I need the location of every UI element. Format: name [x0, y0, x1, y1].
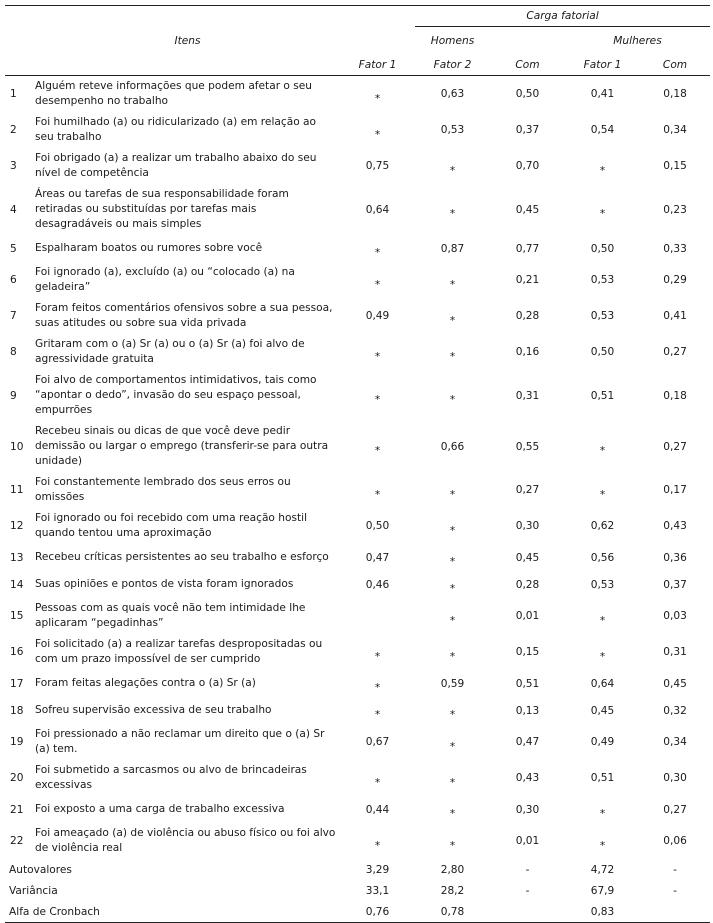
item-number: 3	[10, 160, 17, 172]
value-mulheres-fator1: 0,51	[590, 772, 615, 784]
homens-header: Homens	[430, 35, 475, 47]
item-number: 10	[10, 440, 24, 453]
item-text: Foi obrigado (a) a realizar um trabalho abaixo do seu nível de competência	[35, 152, 317, 179]
value-homens-com: 0,28	[515, 578, 540, 591]
value-mulheres-fator1: 0,41	[590, 88, 615, 100]
value-homens-fator2: *	[449, 314, 456, 327]
value-homens-com: 0,30	[515, 520, 540, 532]
table-row	[5, 760, 710, 796]
item-number: 19	[10, 736, 24, 748]
value-homens-fator1: *	[374, 128, 381, 141]
table-row	[5, 508, 710, 544]
item-number: 14	[10, 578, 24, 591]
summary-mulheres-com	[640, 901, 710, 923]
itens-header: Itens	[174, 34, 201, 47]
value-homens-fator1: *	[374, 839, 381, 852]
header-row-top	[5, 6, 710, 27]
item-text: Suas opiniões e pontos de vista foram ignorados	[35, 578, 294, 590]
value-homens-fator1: *	[374, 682, 381, 694]
table-row	[5, 823, 710, 859]
item-number: 7	[10, 310, 17, 322]
value-mulheres-fator1: 0,50	[590, 346, 615, 358]
summary-homens-fator2: 28,2	[440, 884, 465, 897]
value-mulheres-com: 0,18	[663, 389, 687, 402]
summary-homens-com: -	[525, 863, 530, 876]
item-number: 1	[10, 88, 17, 100]
summary-row	[5, 880, 710, 901]
value-mulheres-fator1: *	[599, 808, 606, 820]
value-homens-com: 0,70	[515, 160, 540, 172]
summary-homens-fator1: 3,29	[365, 863, 390, 876]
table-row	[5, 598, 710, 634]
value-mulheres-com: 0,27	[663, 803, 687, 816]
item-text: Foi ignorado (a), excluído (a) ou “colocado (a) na geladeira”	[35, 266, 295, 293]
value-homens-fator2: *	[449, 488, 456, 501]
value-mulheres-fator1: *	[599, 839, 606, 852]
value-homens-fator2: *	[449, 350, 456, 363]
value-homens-fator2: 0,59	[440, 677, 465, 690]
item-number: 18	[10, 704, 24, 717]
value-mulheres-com: 0,43	[663, 520, 687, 532]
item-text: Foi ignorado ou foi recebido com uma reação hostil quando tentou uma aproximação	[35, 512, 308, 539]
value-homens-fator2: *	[449, 740, 456, 753]
value-homens-com: 0,45	[515, 551, 540, 564]
value-homens-fator1: *	[374, 488, 381, 501]
value-mulheres-fator1: 0,53	[590, 310, 615, 322]
item-text: Recebeu críticas persistentes ao seu trabalho e esforço	[35, 551, 329, 563]
value-homens-com: 0,47	[515, 736, 540, 748]
value-mulheres-com: 0,36	[663, 551, 687, 564]
summary-homens-fator1: 0,76	[340, 901, 415, 923]
value-mulheres-fator1: 0,64	[590, 677, 615, 690]
value-mulheres-fator1: 0,56	[590, 551, 615, 564]
value-homens-fator1: 0,44	[365, 803, 390, 816]
summary-mulheres-fator1: 67,9	[590, 884, 615, 897]
value-mulheres-fator1: 0,53	[590, 578, 615, 591]
value-homens-fator1: *	[374, 445, 381, 457]
value-mulheres-fator1: *	[599, 614, 606, 627]
value-homens-fator2: *	[449, 614, 456, 627]
value-homens-fator1: 0,50	[365, 520, 390, 532]
value-mulheres-fator1: 0,45	[590, 704, 615, 717]
item-number: 8	[10, 346, 17, 358]
value-homens-fator1: *	[374, 709, 381, 721]
value-mulheres-com: 0,06	[663, 835, 687, 847]
value-mulheres-com: 0,17	[663, 484, 687, 496]
value-homens-fator1: *	[374, 278, 381, 291]
value-homens-fator2: *	[449, 776, 456, 789]
item-text: Foi pressionado a não reclamar um direito que o (a) Sr (a) tem.	[35, 728, 325, 755]
summary-row	[5, 901, 710, 923]
value-homens-fator1: *	[374, 394, 381, 406]
factor-loading-table	[5, 5, 710, 923]
value-homens-fator2: *	[449, 164, 456, 177]
value-mulheres-com: 0,41	[663, 310, 687, 322]
col-header-homens-fator1: Fator 1	[340, 55, 415, 76]
value-mulheres-com: 0,31	[663, 646, 687, 658]
value-homens-fator2: *	[449, 394, 456, 406]
mulheres-header: Mulheres	[613, 35, 662, 47]
summary-label: Autovalores	[9, 863, 72, 876]
value-mulheres-com: 0,18	[663, 88, 687, 100]
item-number: 11	[10, 484, 24, 496]
value-homens-com: 0,27	[515, 484, 540, 496]
value-homens-fator1: *	[374, 650, 381, 663]
summary-homens-fator2: 2,80	[440, 863, 465, 876]
value-homens-com: 0,77	[515, 242, 540, 255]
value-homens-fator1: *	[374, 350, 381, 363]
value-mulheres-com: 0,33	[663, 242, 687, 255]
value-homens-fator2: *	[449, 524, 456, 537]
value-homens-fator2: *	[449, 808, 456, 820]
value-mulheres-com: 0,27	[663, 346, 687, 358]
summary-homens-fator2: 0,78	[415, 901, 490, 923]
item-text: Alguém reteve informações que podem afetar o seu desempenho no trabalho	[35, 80, 313, 107]
value-mulheres-com: 0,34	[663, 736, 687, 748]
item-text: Foi exposto a uma carga de trabalho excessiva	[35, 803, 285, 815]
value-homens-fator1: 0,64	[365, 203, 390, 216]
value-mulheres-fator1: 0,49	[590, 736, 615, 748]
value-homens-com: 0,43	[515, 772, 540, 784]
item-text: Sofreu supervisão excessiva de seu trabalho	[35, 704, 272, 716]
value-homens-fator1: 0,46	[365, 578, 390, 591]
summary-label: Alfa de Cronbach	[5, 901, 340, 923]
carga-fatorial-header: Carga fatorial	[415, 6, 710, 27]
table-row	[5, 370, 710, 421]
value-homens-com: 0,15	[515, 646, 540, 658]
table-row	[5, 697, 710, 724]
summary-mulheres-com: -	[673, 863, 677, 876]
header-row-columns	[5, 55, 710, 76]
table-row	[5, 112, 710, 148]
value-mulheres-fator1: 0,54	[590, 124, 615, 136]
value-mulheres-com: 0,37	[663, 578, 687, 591]
item-number: 15	[10, 610, 24, 622]
value-mulheres-fator1: 0,62	[590, 520, 615, 532]
summary-mulheres-fator1: 0,83	[565, 901, 640, 923]
summary-homens-com: -	[525, 884, 530, 897]
value-homens-fator1: 0,47	[365, 551, 390, 564]
table-row	[5, 235, 710, 262]
value-homens-com: 0,50	[515, 88, 540, 100]
summary-mulheres-com: -	[673, 884, 677, 897]
value-homens-fator1: *	[374, 776, 381, 789]
value-homens-com: 0,16	[515, 346, 540, 358]
value-homens-fator2: *	[449, 278, 456, 291]
item-text: Recebeu sinais ou dicas de que você deve pedir demissão ou largar o emprego (transferir-se para outra unidade)	[35, 425, 329, 467]
value-mulheres-com: 0,34	[663, 124, 687, 136]
item-text: Foi constantemente lembrado dos seus erros ou omissões	[35, 476, 291, 503]
item-text: Foi solicitado (a) a realizar tarefas despropositadas ou com um prazo impossível de ser cumprido	[35, 638, 323, 665]
value-homens-fator1: 0,67	[365, 736, 390, 748]
table-row	[5, 571, 710, 598]
item-number: 17	[10, 677, 24, 690]
value-mulheres-fator1: *	[599, 445, 606, 457]
value-homens-com: 0,37	[515, 124, 540, 136]
item-text: Foi humilhado (a) ou ridicularizado (a) em relação ao seu trabalho	[35, 116, 317, 143]
header-row-groups	[5, 27, 710, 56]
value-mulheres-com: 0,27	[663, 440, 687, 453]
table-row	[5, 76, 710, 113]
item-number: 13	[10, 551, 24, 564]
value-homens-fator2: 0,63	[440, 88, 465, 100]
item-number: 16	[10, 646, 24, 658]
col-header-homens-com: Com	[490, 55, 565, 76]
item-number: 9	[10, 389, 17, 402]
value-homens-fator2: *	[449, 556, 456, 568]
value-homens-fator2: 0,66	[440, 440, 465, 453]
value-homens-fator1: 0,49	[365, 310, 390, 322]
item-text: Foi submetido a sarcasmos ou alvo de brincadeiras excessivas	[35, 764, 307, 791]
value-homens-com: 0,21	[515, 274, 540, 286]
table-row	[5, 334, 710, 370]
item-text: Foram feitos comentários ofensivos sobre a sua pessoa, suas atitudes ou sobre sua vida privada	[35, 302, 333, 329]
item-text: Foi ameaçado (a) de violência ou abuso físico ou foi alvo de violência real	[35, 827, 336, 854]
value-homens-fator2: *	[449, 208, 456, 220]
item-text: Foram feitas alegações contra o (a) Sr (a)	[35, 677, 256, 689]
summary-homens-com	[490, 901, 565, 923]
value-homens-fator2: *	[449, 839, 456, 852]
item-number: 5	[10, 242, 17, 255]
value-homens-com: 0,31	[515, 389, 540, 402]
value-homens-fator2: *	[449, 583, 456, 595]
value-homens-com: 0,01	[515, 835, 540, 847]
item-number: 20	[10, 772, 24, 784]
value-homens-fator1	[340, 598, 415, 634]
value-homens-com: 0,45	[515, 203, 540, 216]
table-row	[5, 148, 710, 184]
value-mulheres-com: 0,30	[663, 772, 687, 784]
item-number: 2	[10, 124, 17, 136]
value-mulheres-com: 0,15	[663, 160, 687, 172]
value-homens-fator2: 0,53	[440, 124, 465, 136]
table-row	[5, 184, 710, 235]
value-mulheres-fator1: *	[599, 164, 606, 177]
summary-row	[5, 859, 710, 880]
value-mulheres-com: 0,23	[663, 203, 687, 216]
value-mulheres-fator1: *	[599, 488, 606, 501]
col-header-mulheres-fator1: Fator 1	[565, 55, 640, 76]
table-row	[5, 421, 710, 472]
value-homens-fator2: *	[449, 709, 456, 721]
value-homens-fator1: *	[374, 247, 381, 259]
value-mulheres-com: 0,45	[663, 677, 687, 690]
col-header-homens-fator2: Fator 2	[415, 55, 490, 76]
item-text: Foi alvo de comportamentos intimidativos, tais como “apontar o dedo”, invasão do seu espaço pessoal, empurrões	[35, 374, 317, 416]
item-number: 22	[10, 835, 24, 847]
value-mulheres-fator1: 0,51	[590, 389, 615, 402]
table-body	[5, 6, 710, 923]
value-homens-com: 0,55	[515, 440, 540, 453]
value-homens-com: 0,28	[515, 310, 540, 322]
table-row	[5, 724, 710, 760]
value-homens-fator2: *	[449, 650, 456, 663]
table-row	[5, 298, 710, 334]
item-number: 12	[10, 520, 24, 532]
item-text: Pessoas com as quais você não tem intimidade lhe aplicaram “pegadinhas”	[35, 602, 306, 629]
table-row	[5, 262, 710, 298]
value-homens-com: 0,51	[515, 677, 540, 690]
value-homens-com: 0,30	[515, 803, 540, 816]
value-homens-fator1: 0,75	[365, 160, 390, 172]
table-row	[5, 670, 710, 697]
table-row	[5, 796, 710, 823]
value-mulheres-fator1: *	[599, 650, 606, 663]
item-text: Áreas ou tarefas de sua responsabilidade foram retiradas ou substituídas por tarefas mais desagradáveis ou mais simples	[35, 188, 289, 230]
table-row	[5, 634, 710, 670]
value-homens-fator1: *	[374, 92, 381, 105]
table-row	[5, 544, 710, 571]
value-homens-com: 0,13	[515, 704, 540, 717]
value-mulheres-com: 0,32	[663, 704, 687, 717]
item-number: 6	[10, 274, 17, 286]
value-mulheres-fator1: *	[599, 208, 606, 220]
summary-mulheres-fator1: 4,72	[590, 863, 615, 876]
summary-label: Variância	[9, 884, 58, 897]
col-header-mulheres-com: Com	[640, 55, 710, 76]
item-text: Gritaram com o (a) Sr (a) ou o (a) Sr (a) foi alvo de agressividade gratuita	[35, 338, 305, 365]
item-number: 4	[10, 203, 17, 216]
value-mulheres-com: 0,03	[663, 610, 687, 622]
value-mulheres-fator1: 0,50	[590, 242, 615, 255]
summary-homens-fator1: 33,1	[365, 884, 390, 897]
value-mulheres-fator1: 0,53	[590, 274, 615, 286]
item-number: 21	[10, 803, 24, 816]
table-row	[5, 472, 710, 508]
value-mulheres-com: 0,29	[663, 274, 687, 286]
item-text: Espalharam boatos ou rumores sobre você	[35, 242, 263, 254]
value-homens-fator2: 0,87	[440, 242, 465, 255]
value-homens-com: 0,01	[515, 610, 540, 622]
